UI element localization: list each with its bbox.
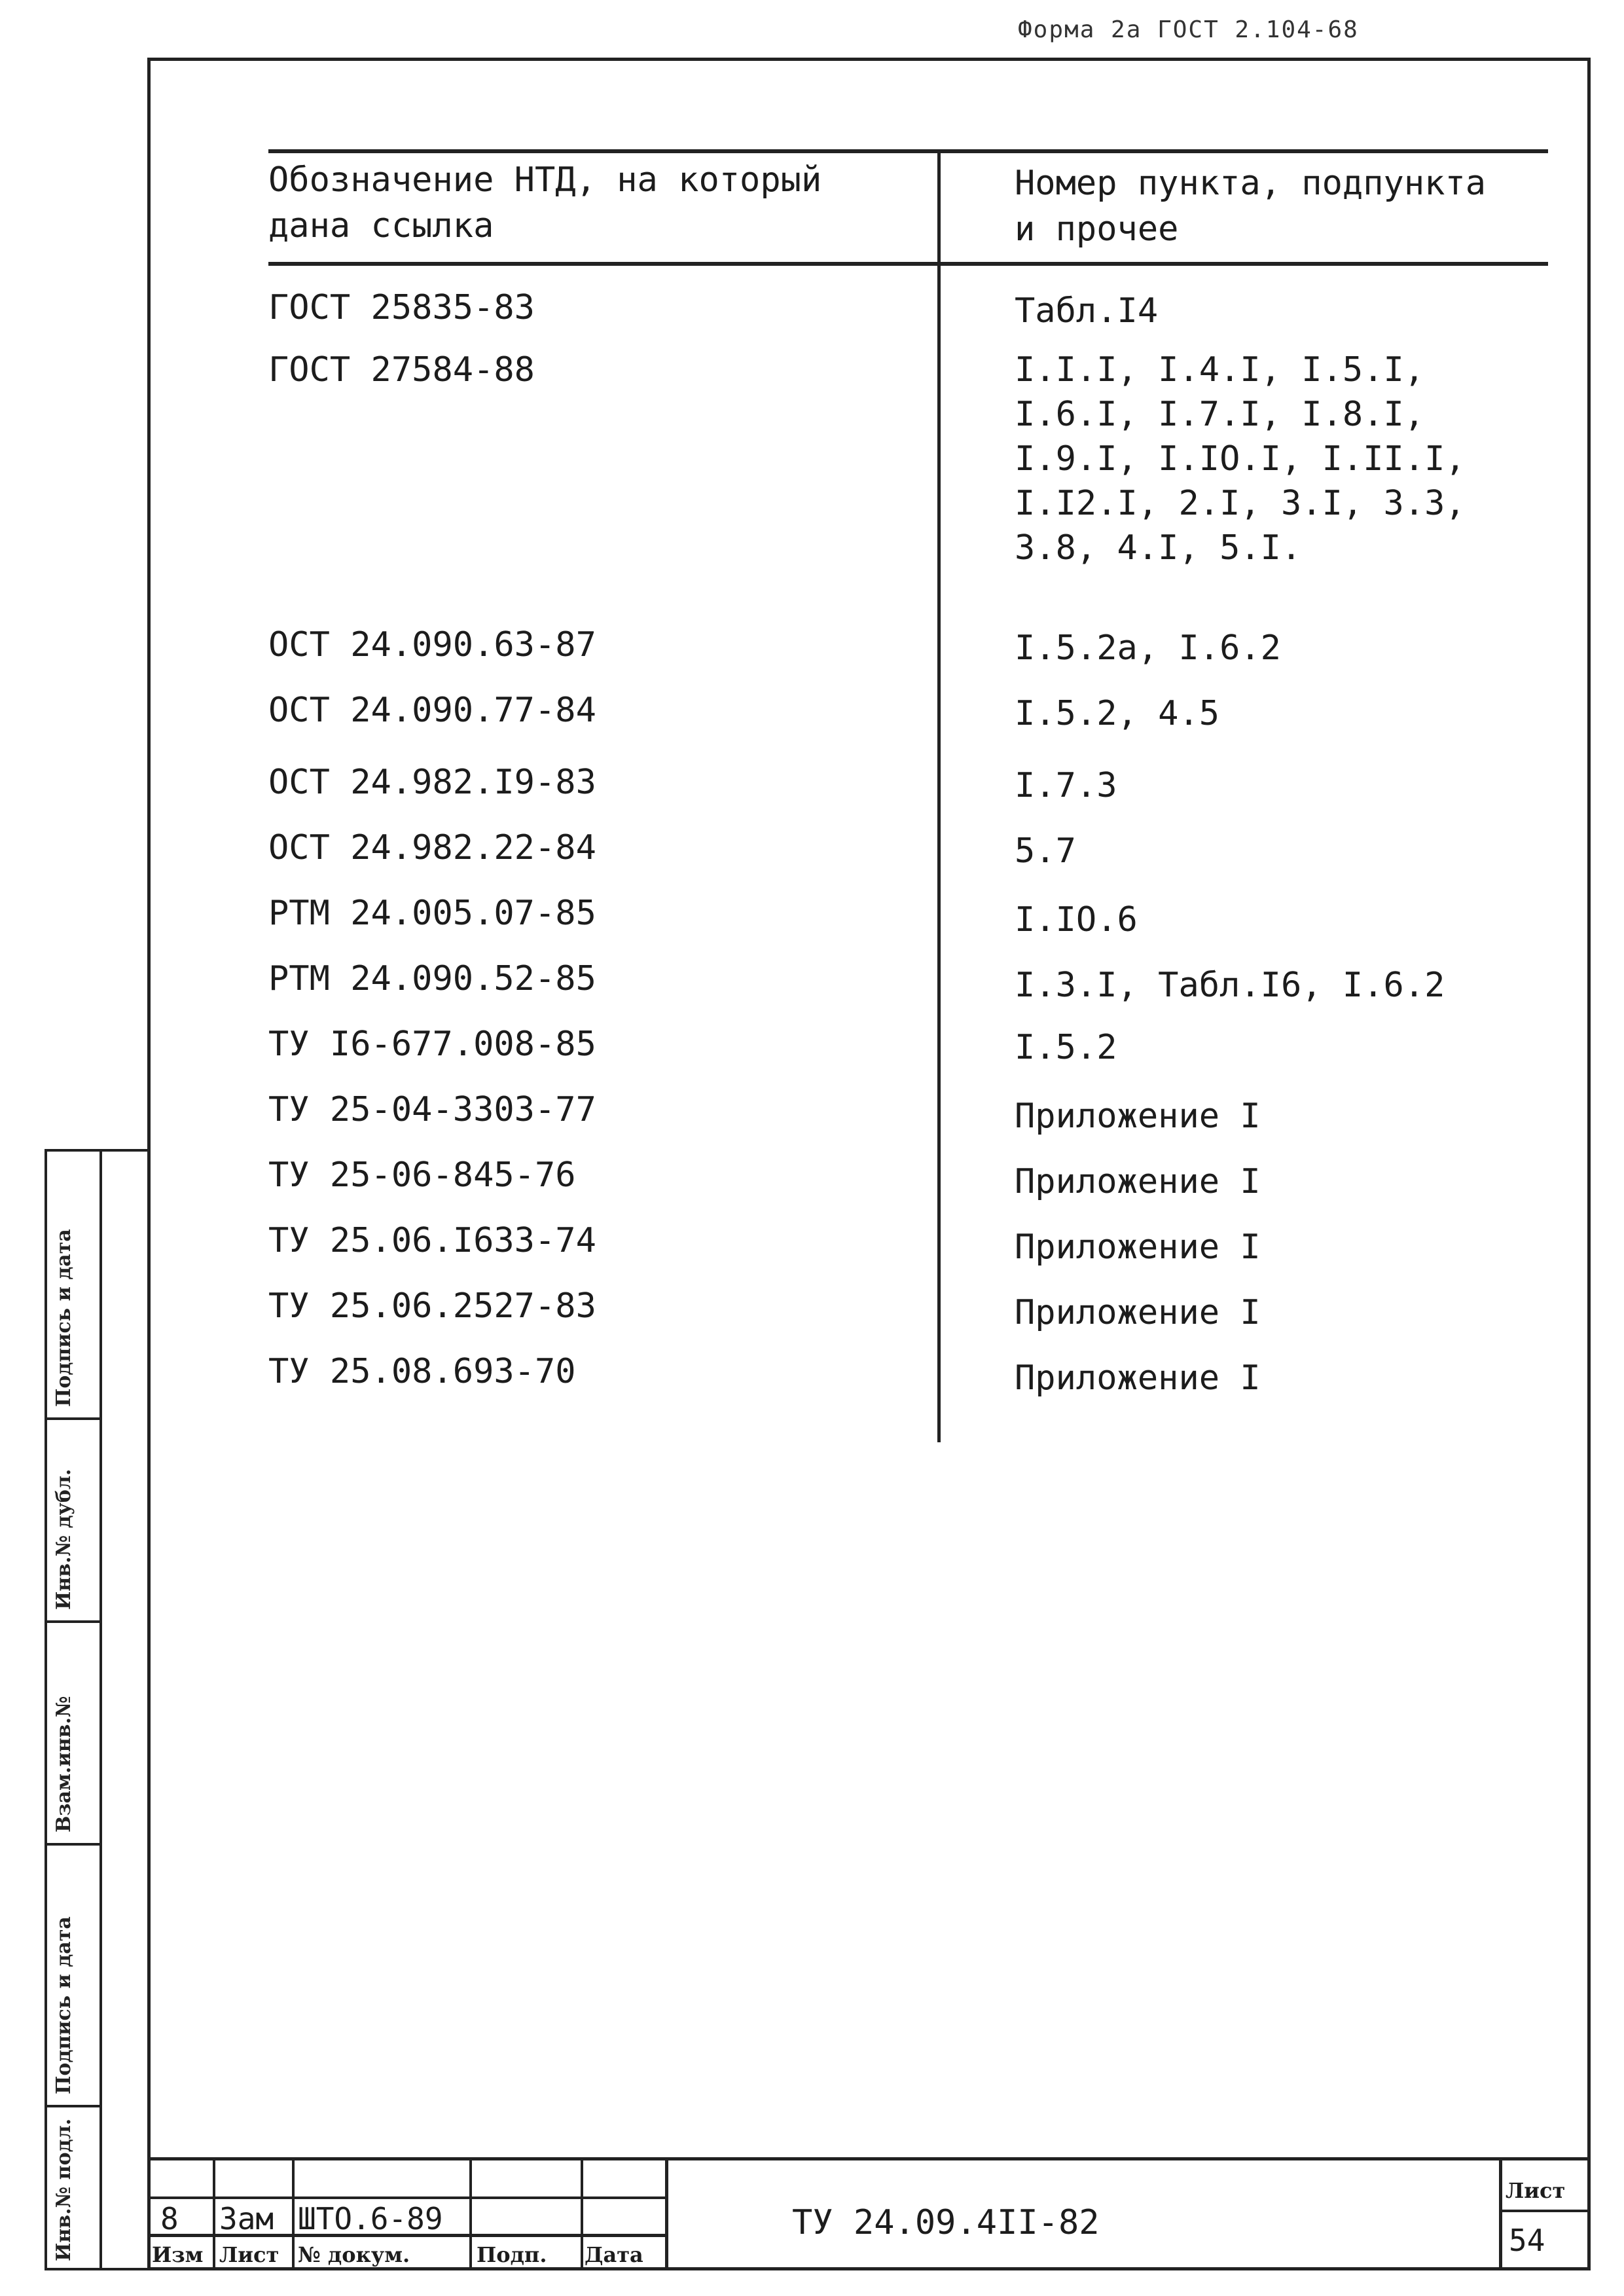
row-7-designation: РТМ 24.005.07-85 — [268, 894, 596, 933]
table-header-rule — [268, 262, 1548, 266]
side-stamp — [45, 1149, 147, 2270]
tb-label-izm: Изм — [152, 2242, 204, 2267]
row-7-reference-line-1: I.IO.6 — [1015, 900, 1138, 939]
row-2-reference-line-2: I.6.I, I.7.I, I.8.I, — [1015, 395, 1425, 434]
row-8-designation: РТМ 24.090.52-85 — [268, 959, 596, 998]
side-label-podpis-1: Подпись и дата — [52, 1229, 75, 1407]
side-cell-inv-podl — [47, 2107, 102, 2270]
row-13-designation: ТУ 25.06.2527-83 — [268, 1286, 596, 1326]
row-2-designation: ГОСТ 27584-88 — [268, 350, 535, 390]
row-6-designation: ОСТ 24.982.22-84 — [268, 828, 596, 867]
header-col-designation: Обозначение НТД, на который дана ссылка — [268, 160, 822, 246]
row-1-reference-line-1: Табл.I4 — [1015, 291, 1159, 331]
row-14-designation: ТУ 25.08.693-70 — [268, 1352, 576, 1391]
row-14-reference-line-1: Приложение I — [1015, 1358, 1261, 1398]
tb-mid-rule-left — [151, 2196, 668, 2199]
side-label-inv-dubl: Инв.№ дубл. — [52, 1468, 75, 1610]
row-4-reference-line-1: I.5.2, 4.5 — [1015, 694, 1220, 733]
tb-doc-num: ШТО.6-89 — [298, 2201, 443, 2236]
tb-label-date: Дата — [585, 2242, 643, 2267]
row-6-reference-line-1: 5.7 — [1015, 831, 1076, 871]
tb-label-list: Лист — [219, 2242, 280, 2267]
row-4-designation: ОСТ 24.090.77-84 — [268, 691, 596, 730]
tb-vline-1 — [213, 2157, 215, 2270]
tb-designation: ТУ 24.09.4II-82 — [792, 2203, 1100, 2242]
table-column-divider — [937, 149, 941, 1442]
side-cell-podpis-1 — [47, 1152, 102, 1420]
table-top-rule — [268, 149, 1548, 153]
side-cell-vzam — [47, 1623, 102, 1846]
tb-vline-5 — [665, 2157, 668, 2270]
tb-vline-4 — [581, 2157, 583, 2270]
header-col-reference: Номер пункта, подпункта и прочее — [1015, 164, 1487, 249]
tb-label-doc: № докум. — [298, 2242, 410, 2267]
row-3-designation: ОСТ 24.090.63-87 — [268, 625, 596, 665]
row-10-reference-line-1: Приложение I — [1015, 1097, 1261, 1136]
row-2-reference-line-4: I.I2.I, 2.I, 3.I, 3.3, — [1015, 484, 1466, 523]
side-label-podpis-2: Подпись и дата — [52, 1916, 75, 2094]
row-2-reference-line-3: I.9.I, I.IO.I, I.II.I, — [1015, 439, 1466, 479]
tb-sheet-num: 54 — [1509, 2223, 1545, 2258]
row-12-reference-line-1: Приложение I — [1015, 1228, 1261, 1267]
row-2-reference-line-1: I.I.I, I.4.I, I.5.I, — [1015, 350, 1425, 390]
tb-label-sign: Подп. — [477, 2242, 547, 2267]
tb-vline-3 — [469, 2157, 472, 2270]
side-label-inv-podl: Инв.№ подл. — [52, 2118, 75, 2261]
row-11-designation: ТУ 25-06-845-76 — [268, 1156, 576, 1195]
tb-top-rule — [151, 2157, 1591, 2160]
side-cell-inv-dubl — [47, 1420, 102, 1623]
side-label-vzam: Взам.инв.№ — [52, 1696, 75, 1832]
row-13-reference-line-1: Приложение I — [1015, 1293, 1261, 1332]
tb-vline-2 — [292, 2157, 295, 2270]
side-cell-podpis-2 — [47, 1846, 102, 2107]
side-stamp-right-border — [99, 1152, 102, 2270]
row-10-designation: ТУ 25-04-3303-77 — [268, 1090, 596, 1129]
row-3-reference-line-1: I.5.2а, I.6.2 — [1015, 629, 1281, 668]
row-8-reference-line-1: I.3.I, Табл.I6, I.6.2 — [1015, 966, 1445, 1005]
tb-sheet-rule — [1499, 2210, 1591, 2212]
row-9-designation: ТУ I6-677.008-85 — [268, 1025, 596, 1064]
row-2-reference-line-5: 3.8, 4.I, 5.I. — [1015, 528, 1302, 568]
tb-change-type: Зам — [219, 2201, 274, 2236]
tb-vline-6 — [1499, 2157, 1502, 2270]
tb-change-num: 8 — [160, 2201, 179, 2236]
row-1-designation: ГОСТ 25835-83 — [268, 288, 535, 327]
row-5-reference-line-1: I.7.3 — [1015, 766, 1117, 805]
tb-sheet-label: Лист — [1506, 2178, 1566, 2203]
form-mark: Форма 2а ГОСТ 2.104-68 — [1018, 16, 1359, 43]
row-12-designation: ТУ 25.06.I633-74 — [268, 1221, 596, 1260]
row-5-designation: ОСТ 24.982.I9-83 — [268, 763, 596, 802]
row-11-reference-line-1: Приложение I — [1015, 1162, 1261, 1201]
row-9-reference-line-1: I.5.2 — [1015, 1028, 1117, 1067]
